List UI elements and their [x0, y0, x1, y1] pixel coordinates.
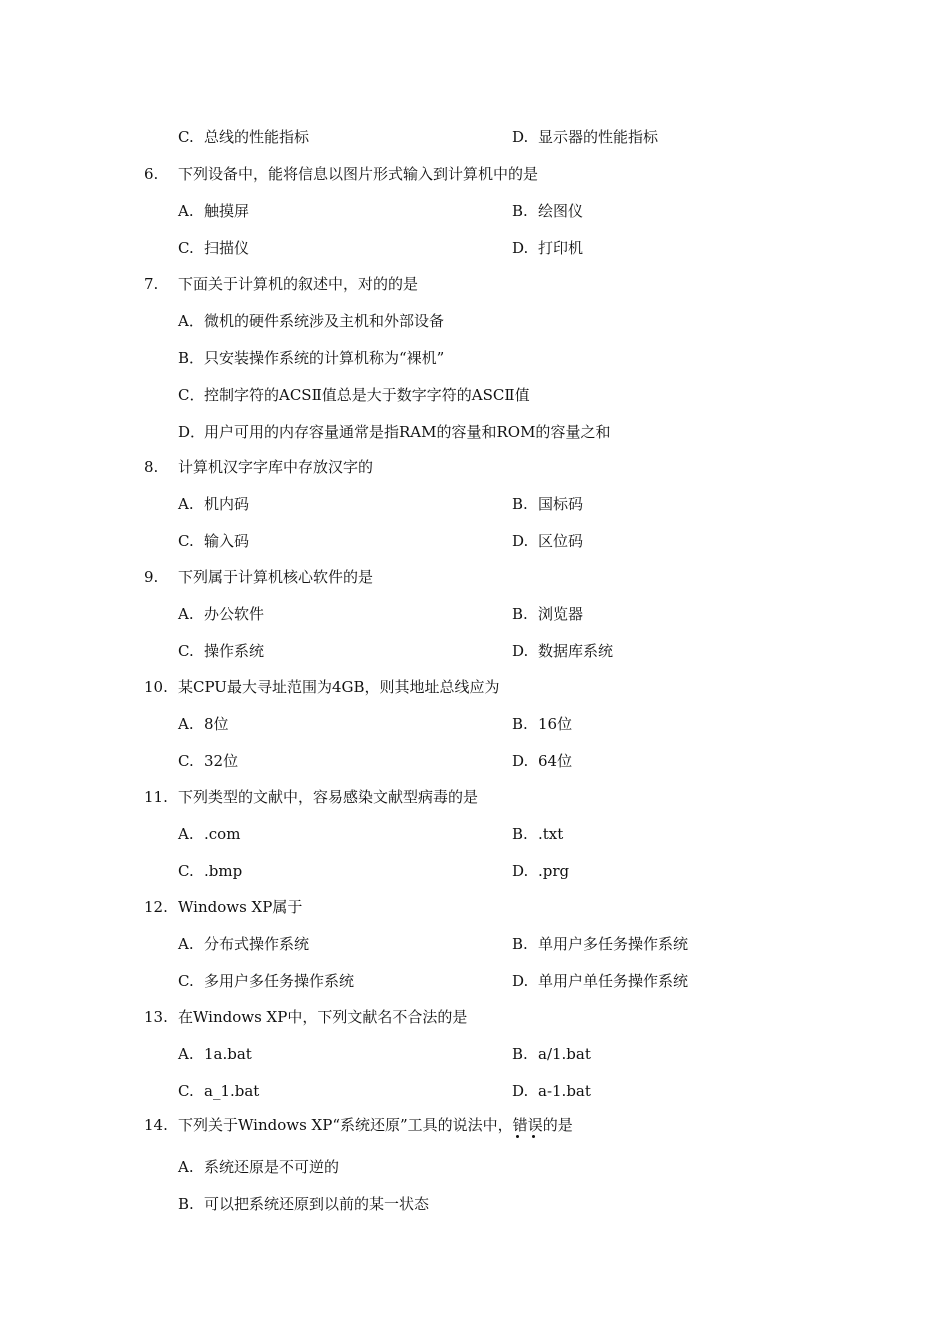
answer-option	[178, 1194, 429, 1214]
answer-option	[178, 1044, 252, 1064]
answer-option	[178, 311, 444, 331]
option-label: C.	[178, 862, 194, 880]
option-label: A.	[178, 1045, 194, 1063]
option-text: a/1.bat	[538, 1045, 591, 1063]
answer-option	[178, 824, 240, 844]
option-text: 16位	[538, 715, 573, 733]
option-text: .txt	[538, 825, 564, 843]
option-label: C.	[178, 642, 194, 660]
question-stem-tail: 的是	[542, 1116, 573, 1134]
option-text: 数据库系统	[538, 642, 614, 660]
question-stem-text: 下列属于计算机核心软件的是	[178, 568, 374, 586]
option-text: 触摸屏	[204, 202, 250, 220]
option-text: a-1.bat	[538, 1082, 591, 1100]
answer-option	[178, 1081, 259, 1101]
answer-option	[178, 348, 444, 368]
answer-option	[178, 971, 354, 991]
question-stem	[178, 677, 500, 697]
option-text: .bmp	[204, 862, 243, 880]
answer-option	[512, 238, 583, 258]
option-label: A.	[178, 605, 194, 623]
question-number: 12.	[144, 898, 168, 916]
option-label: A.	[178, 935, 194, 953]
option-label: D．	[178, 423, 206, 441]
option-label: A.	[178, 715, 194, 733]
question-stem	[178, 1007, 467, 1027]
answer-option	[178, 1157, 339, 1177]
option-text: 单用户单任务操作系统	[538, 972, 689, 990]
option-text: a_1.bat	[204, 1082, 260, 1100]
option-text: 控制字符的ACSⅡ值总是大于数字字符的ASCⅡ值	[204, 386, 530, 404]
question-stem-text: 下列设备中，能将信息以图片形式输入到计算机中的是	[178, 165, 539, 183]
option-text: 操作系统	[204, 642, 265, 660]
answer-option	[178, 385, 530, 405]
option-text: 机内码	[204, 495, 250, 513]
question-stem-text: 计算机汉字字库中存放汉字的	[178, 458, 374, 476]
option-text: 32位	[204, 752, 239, 770]
option-text: 64位	[538, 752, 573, 770]
question-number: 9.	[144, 568, 159, 586]
option-label: A.	[178, 1158, 194, 1176]
answer-option	[178, 531, 249, 551]
question-number: 11.	[144, 788, 168, 806]
question-stem	[178, 1115, 573, 1135]
question-stem-text: 在Windows XP中，下列文献名不合法的是	[178, 1008, 468, 1026]
answer-option	[178, 714, 229, 734]
answer-option	[178, 127, 309, 147]
option-text: 1a.bat	[204, 1045, 252, 1063]
option-label: C．	[178, 386, 205, 404]
option-text: 输入码	[204, 532, 250, 550]
question-stem	[178, 164, 538, 184]
question-number: 7.	[144, 275, 159, 293]
answer-option	[512, 934, 688, 954]
answer-option	[512, 971, 688, 991]
option-label: B.	[512, 715, 528, 733]
question-stem-text: 某CPU最大寻址范围为4GB，则其地址总线应为	[178, 678, 500, 696]
option-label: B.	[512, 202, 528, 220]
option-text: 打印机	[538, 239, 584, 257]
option-text: 分布式操作系统	[204, 935, 310, 953]
option-label: D.	[512, 752, 529, 770]
question-stem-text: Windows XP属于	[178, 898, 303, 916]
option-label: B.	[512, 825, 528, 843]
option-label: C.	[178, 1082, 194, 1100]
option-label: D.	[512, 532, 529, 550]
answer-option	[512, 201, 583, 221]
option-label: B.	[512, 605, 528, 623]
question-number: 8.	[144, 458, 159, 476]
question-number: 6.	[144, 165, 159, 183]
option-label: A.	[178, 495, 194, 513]
option-text: 可以把系统还原到以前的某一状态	[204, 1195, 430, 1213]
option-text: 显示器的性能指标	[538, 128, 659, 146]
answer-option	[178, 604, 264, 624]
option-label: A.	[178, 202, 194, 220]
option-label: B.	[512, 1045, 528, 1063]
question-stem	[178, 567, 373, 587]
option-label: A.	[178, 825, 194, 843]
question-stem-text: 下列关于Windows XP“系统还原”工具的说法中，	[178, 1116, 513, 1134]
question-stem	[178, 274, 418, 294]
option-text: .prg	[538, 862, 570, 880]
emphasis-dot-char: 误	[527, 1116, 543, 1134]
option-text: 只安装操作系统的计算机称为“裸机”	[204, 349, 445, 367]
answer-option	[512, 641, 613, 661]
option-text: 扫描仪	[204, 239, 250, 257]
question-stem	[178, 457, 373, 477]
option-label: A．	[178, 312, 204, 330]
option-text: 系统还原是不可逆的	[204, 1158, 340, 1176]
option-text: 8位	[204, 715, 229, 733]
question-number: 10.	[144, 678, 168, 696]
answer-option	[178, 641, 264, 661]
option-label: D.	[512, 1082, 529, 1100]
emphasis-dot-char: 错	[512, 1116, 528, 1134]
answer-option	[512, 824, 563, 844]
option-text: 总线的性能指标	[204, 128, 310, 146]
question-number: 14.	[144, 1116, 168, 1134]
option-text: 单用户多任务操作系统	[538, 935, 689, 953]
option-text: 国标码	[538, 495, 584, 513]
option-text: 浏览器	[538, 605, 584, 623]
answer-option	[512, 1044, 591, 1064]
option-label: B．	[178, 349, 205, 367]
option-label: D.	[512, 128, 529, 146]
option-label: D.	[512, 972, 529, 990]
answer-option	[512, 531, 583, 551]
option-text: 用户可用的内存容量通常是指RAM的容量和ROM的容量之和	[204, 423, 611, 441]
question-stem	[178, 787, 478, 807]
answer-option	[178, 201, 249, 221]
option-label: D.	[512, 642, 529, 660]
question-number: 13.	[144, 1008, 168, 1026]
option-text: 绘图仪	[538, 202, 584, 220]
question-stem-text: 下列类型的文献中，容易感染文献型病毒的是	[178, 788, 479, 806]
answer-option	[178, 934, 309, 954]
answer-option	[178, 861, 242, 881]
answer-option	[512, 1081, 591, 1101]
emphasized-word	[513, 1116, 543, 1134]
option-label: D.	[512, 862, 529, 880]
answer-option	[512, 604, 583, 624]
option-label: C.	[178, 239, 194, 257]
question-stem-text: 下面关于计算机的叙述中，对的的是	[178, 275, 419, 293]
answer-option	[512, 714, 572, 734]
option-label: C.	[178, 972, 194, 990]
answer-option	[178, 422, 610, 442]
option-label: D.	[512, 239, 529, 257]
option-label: B.	[178, 1195, 194, 1213]
option-label: C.	[178, 128, 194, 146]
answer-option	[512, 751, 572, 771]
answer-option	[178, 751, 238, 771]
answer-option	[178, 238, 249, 258]
answer-option	[512, 861, 569, 881]
option-text: 多用户多任务操作系统	[204, 972, 355, 990]
option-text: 区位码	[538, 532, 584, 550]
option-label: C.	[178, 752, 194, 770]
option-label: B.	[512, 935, 528, 953]
question-stem	[178, 897, 302, 917]
option-text: .com	[204, 825, 241, 843]
answer-option	[178, 494, 249, 514]
answer-option	[512, 494, 583, 514]
answer-option	[512, 127, 658, 147]
option-text: 微机的硬件系统涉及主机和外部设备	[204, 312, 445, 330]
option-label: C.	[178, 532, 194, 550]
option-text: 办公软件	[204, 605, 265, 623]
option-label: B.	[512, 495, 528, 513]
